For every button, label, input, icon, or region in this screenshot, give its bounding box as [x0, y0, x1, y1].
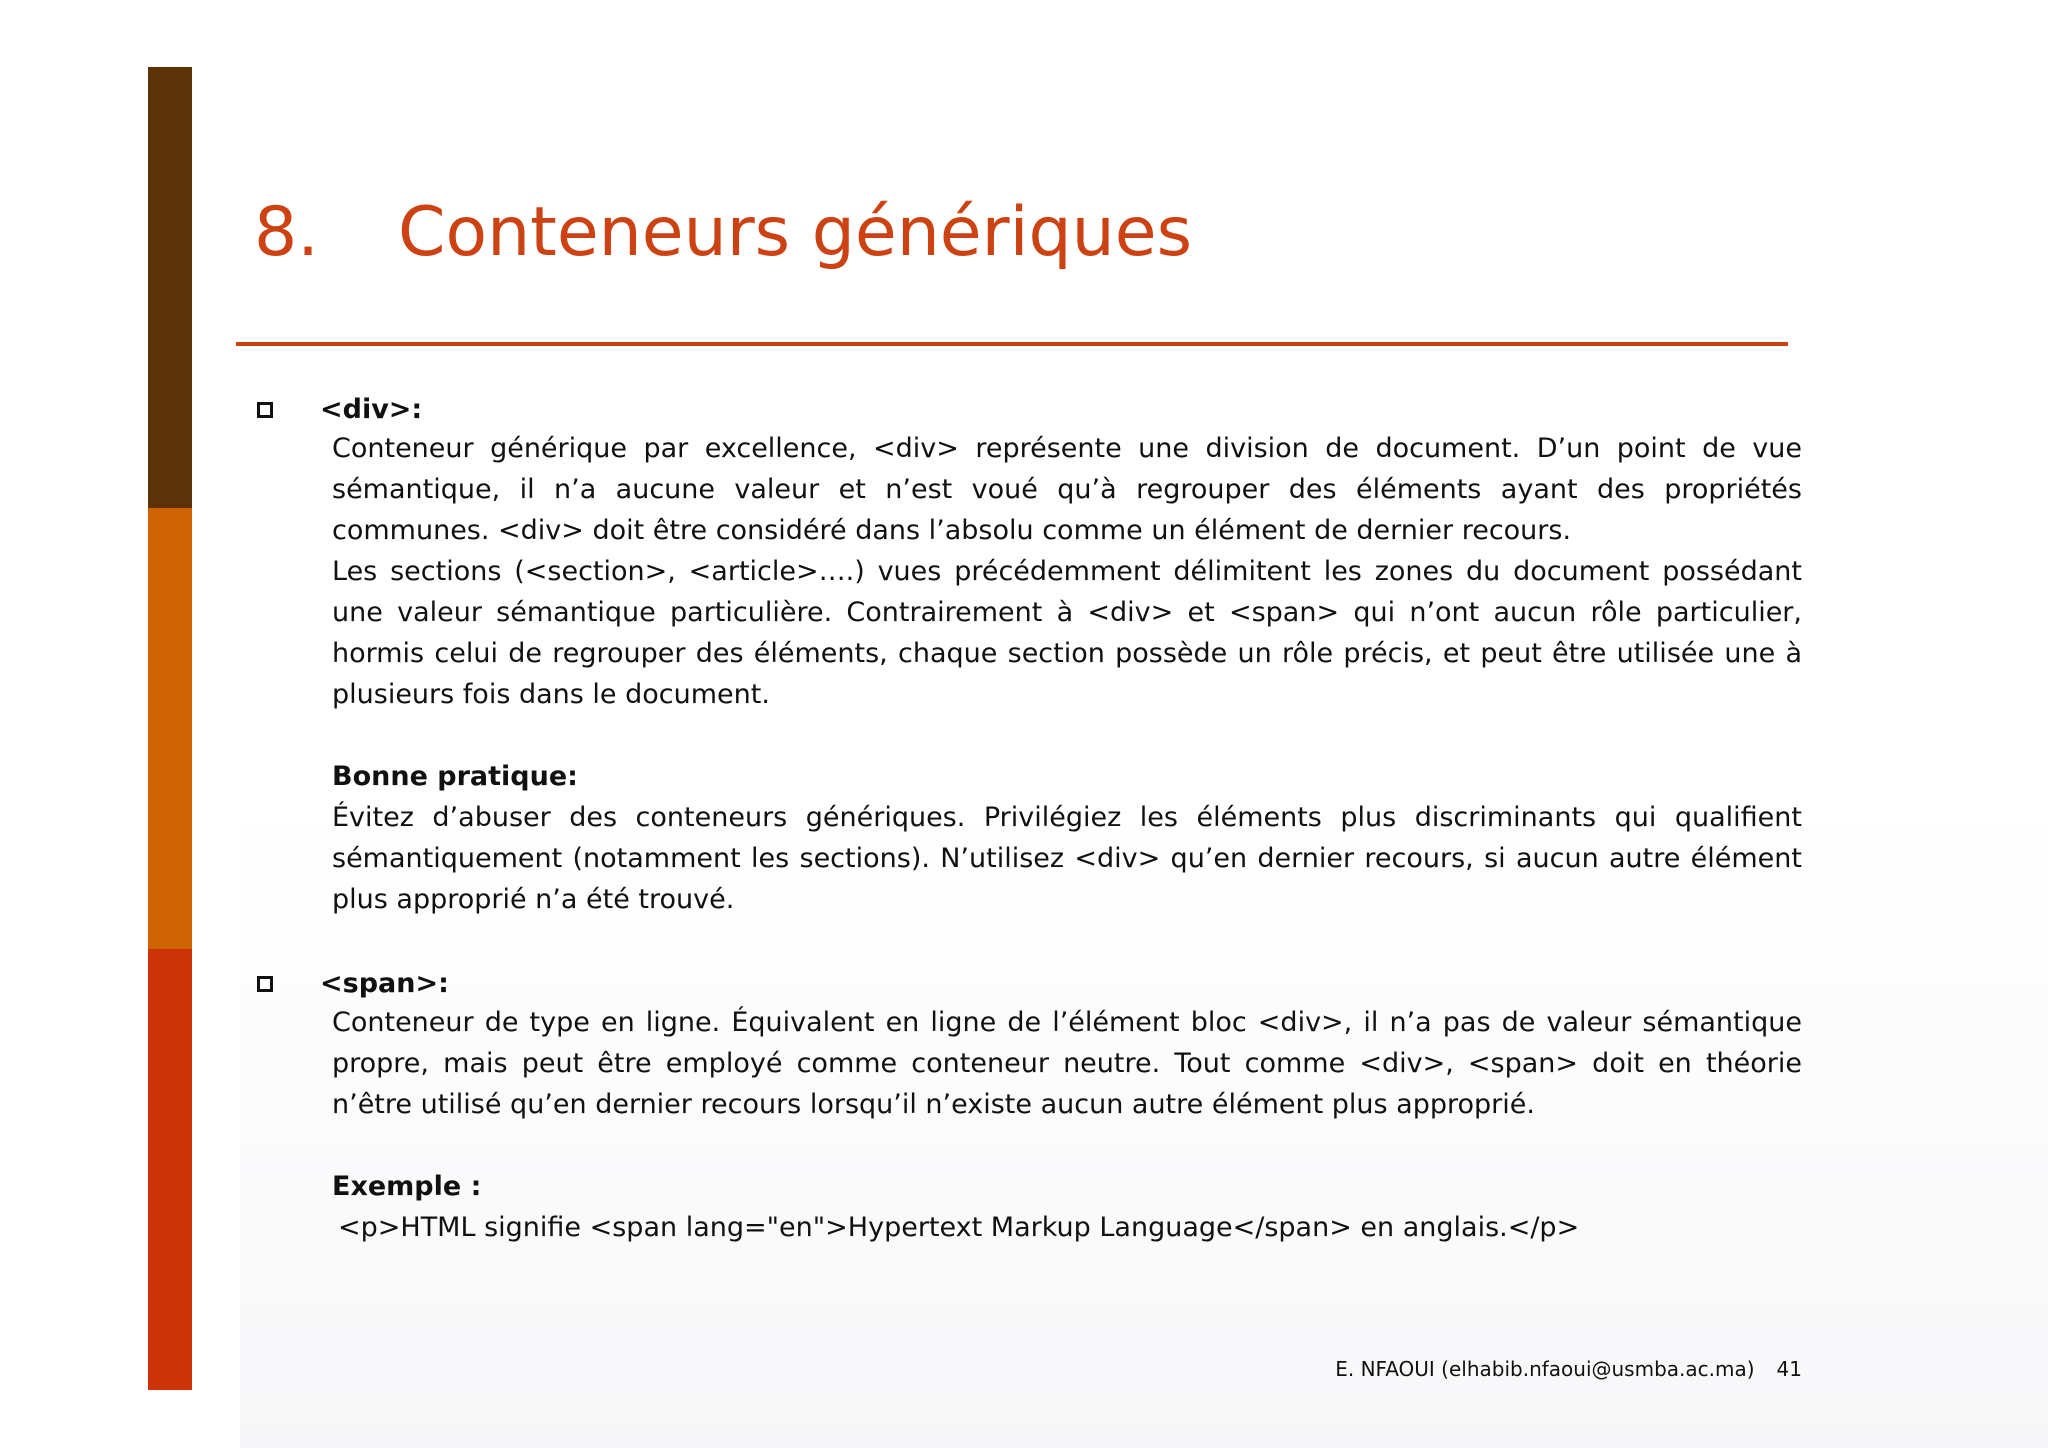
div-description — [332, 428, 1802, 920]
span-description — [332, 1002, 1802, 1248]
square-bullet-icon — [257, 976, 273, 992]
side-bar-top — [148, 67, 192, 508]
square-bullet-icon — [257, 402, 273, 418]
best-practice-text: Évitez d’abuser des conteneurs génériques. Privilégiez les éléments plus discriminants qui qualifient sémantiquement (notamment les sections). N’utilisez <div> qu’en dernier recours, si aucun autre élément plus approprié n’a été trouvé. — [332, 802, 1802, 915]
title-divider — [236, 342, 1788, 346]
best-practice-heading: Bonne pratique: — [332, 761, 578, 792]
example-code: <p>HTML signifie <span lang="en">Hypertext Markup Language</span> en anglais.</p> — [338, 1212, 1580, 1243]
example-heading: Exemple : — [332, 1171, 482, 1202]
slide-footer — [1250, 1354, 1802, 1384]
slide-title — [254, 188, 1192, 278]
footer-author: E. NFAOUI (elhabib.nfaoui@usmba.ac.ma) — [1335, 1357, 1755, 1381]
page-number: 41 — [1776, 1357, 1802, 1381]
div-paragraph-1: Conteneur générique par excellence, <div> représente une division de document. D’un point de vue sémantique, il n’a aucune valeur et n’est voué qu’à regrouper des éléments ayant des propriétés communes. <div> doit être considéré dans l’absolu comme un élément de dernier recours. — [332, 433, 1802, 546]
span-paragraph: Conteneur de type en ligne. Équivalent en ligne de l’élément bloc <div>, il n’a pas de valeur sémantique propre, mais peut être employé comme conteneur neutre. Tout comme <div>, <span> doit en théorie n’être utilisé qu’en dernier recours lorsqu’il n’existe aucun autre élément plus approprié. — [332, 1007, 1802, 1120]
div-bullet-label: <div>: — [320, 394, 423, 425]
spacer — [332, 715, 1802, 756]
spacer — [332, 1125, 1802, 1166]
span-bullet-label: <span>: — [320, 968, 449, 999]
div-paragraph-2: Les sections (<section>, <article>….) vues précédemment délimitent les zones du document possédant une valeur sémantique particulière. Contrairement à <div> et <span> qui n’ont aucun rôle particulier, hormis celui de regrouper des éléments, chaque section possède un rôle précis, et peut être utilisée une à plusieurs fois dans le document. — [332, 556, 1802, 710]
slide-title-text: Conteneurs génériques — [398, 193, 1193, 272]
slide-title-number: 8. — [254, 193, 319, 272]
side-bar-middle — [148, 508, 192, 949]
side-bar-bottom — [148, 949, 192, 1390]
